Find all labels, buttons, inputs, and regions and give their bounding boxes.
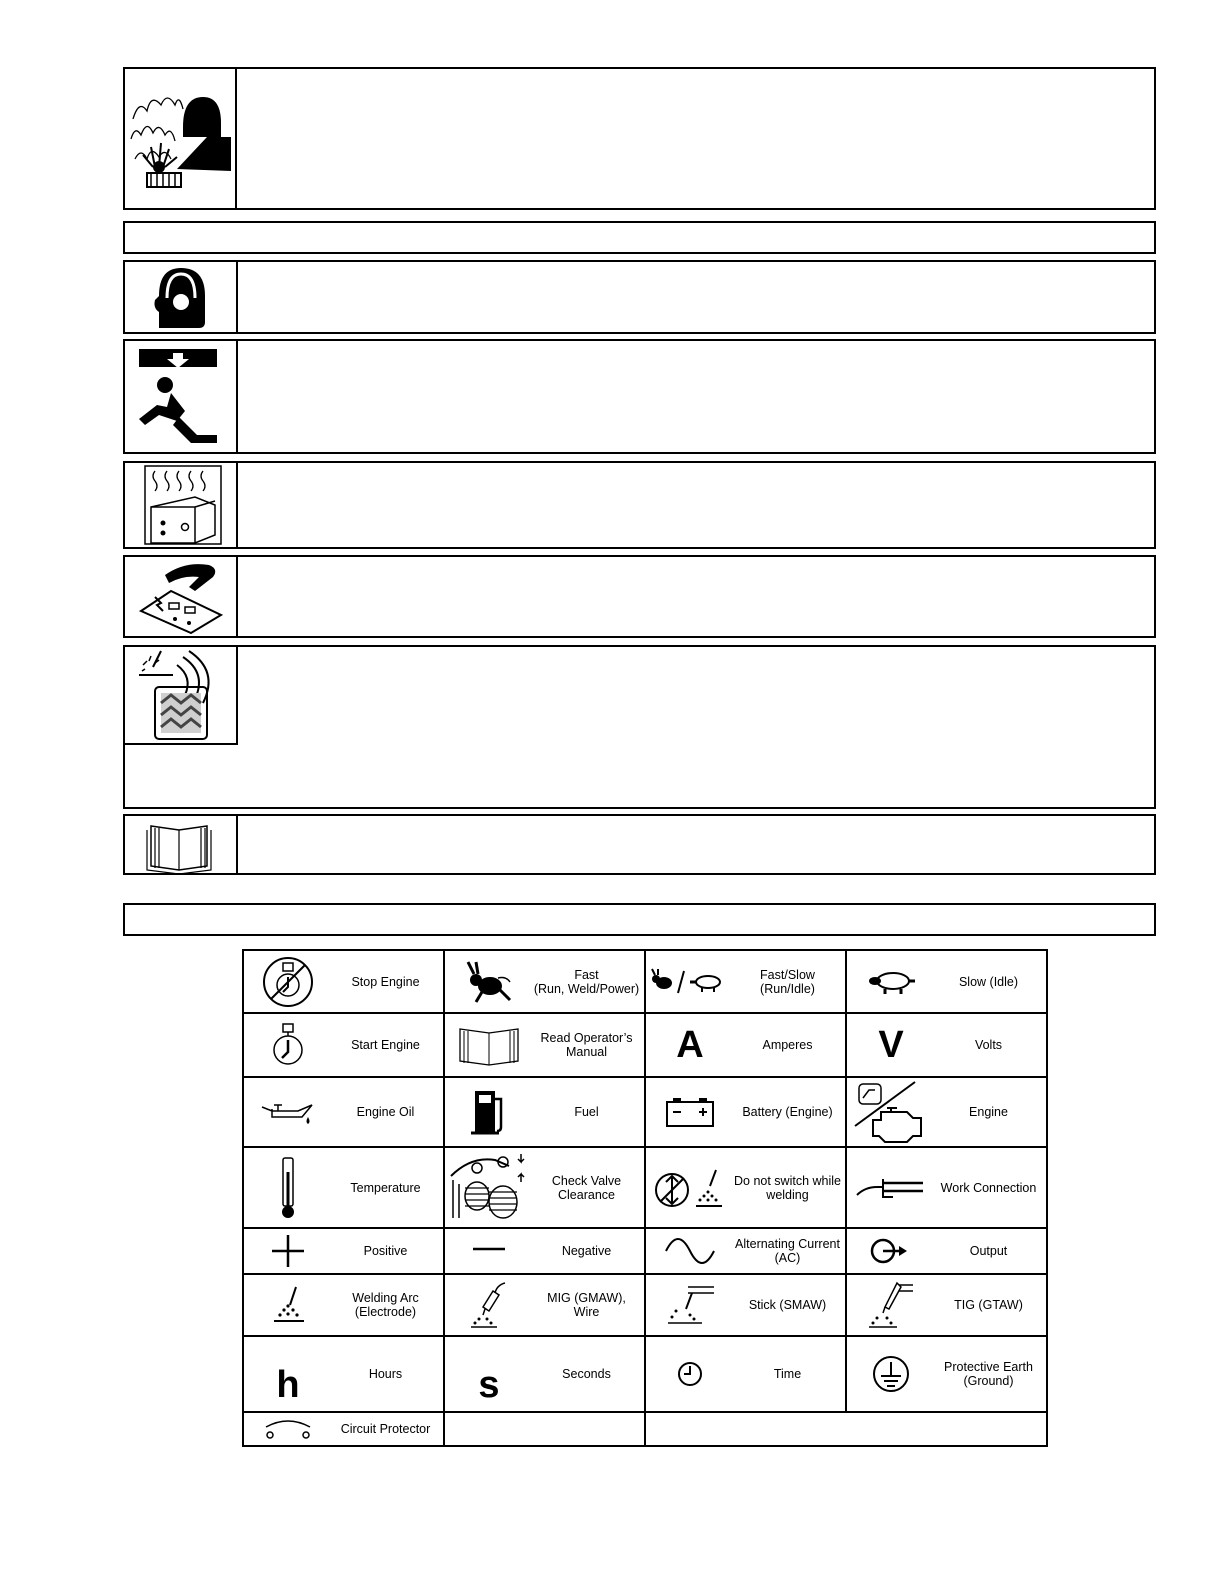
symbol-label: Fast/Slow (Run/Idle) <box>760 967 815 996</box>
circuit-protector-icon <box>244 1417 332 1441</box>
warning-header-bar-2 <box>123 903 1156 936</box>
static-electricity-icon <box>125 557 238 636</box>
plus-icon <box>244 1233 332 1269</box>
hearing-protection-icon <box>125 262 238 332</box>
output-icon <box>847 1235 935 1267</box>
symbol-label: Stick (SMAW) <box>748 1298 827 1312</box>
symbol-cell-read-manual <box>444 1013 645 1077</box>
symbol-label: Slow (Idle) <box>958 974 1019 989</box>
warning-box-read-manual <box>123 814 1156 875</box>
warning-box-static <box>123 555 1156 638</box>
fast-rabbit-icon <box>445 960 533 1004</box>
symbol-label: Alternating Current (AC) <box>735 1237 840 1265</box>
symbol-label: TIG (GTAW) <box>954 1298 1023 1312</box>
warning-box-hearing <box>123 260 1156 334</box>
symbol-label: Seconds <box>562 1367 611 1381</box>
symbol-label: Battery (Engine) <box>742 1105 833 1119</box>
hours-letter: h <box>276 1364 300 1406</box>
symbol-label: Engine Oil <box>356 1105 415 1119</box>
warning-box-fire <box>123 67 1156 210</box>
stick-electrode-icon <box>646 1283 734 1327</box>
symbol-label: Negative <box>561 1244 612 1258</box>
fuel-pump-icon <box>445 1087 533 1137</box>
symbol-cell-amperes <box>645 1013 846 1077</box>
symbol-cell-empty-wide <box>645 1412 1047 1446</box>
symbol-cell-valve-clearance <box>444 1147 645 1228</box>
volts-letter: V <box>878 1024 904 1066</box>
amperes-letter: A <box>676 1024 704 1066</box>
welding-arc-icon <box>244 1285 332 1325</box>
seconds-letter: s <box>478 1364 500 1406</box>
symbol-label: Read Operator’s Manual <box>540 1031 633 1059</box>
symbol-label: Amperes <box>762 1038 813 1052</box>
symbol-cell-mig <box>444 1274 645 1336</box>
symbol-label: Temperature <box>350 1180 421 1195</box>
symbol-label: Welding Arc (Electrode) <box>352 1291 419 1319</box>
symbol-label: Fuel <box>574 1105 599 1119</box>
symbol-cell-fuel <box>444 1077 645 1147</box>
graphic-symbols-table <box>242 949 1048 1447</box>
warning-header-bar-1 <box>123 221 1156 254</box>
protective-earth-icon <box>847 1354 935 1394</box>
symbol-label: Fast (Run, Weld/Power) <box>533 967 640 996</box>
falling-equipment-icon <box>125 341 238 452</box>
symbol-label: Positive <box>363 1244 408 1258</box>
symbol-cell-temperature <box>243 1147 444 1228</box>
symbol-cell-fast-slow <box>645 950 846 1013</box>
warning-box-overheating <box>123 461 1156 549</box>
symbol-cell-engine-oil <box>243 1077 444 1147</box>
overheating-icon <box>125 463 238 547</box>
symbol-cell-engine <box>846 1077 1047 1147</box>
symbol-cell-volts <box>846 1013 1047 1077</box>
symbol-cell-hours <box>243 1336 444 1412</box>
manual-icon <box>445 1023 533 1067</box>
fast-slow-icon <box>646 967 734 997</box>
symbol-cell-empty <box>444 1412 645 1446</box>
stop-engine-icon <box>244 955 332 1009</box>
symbol-cell-stop-engine <box>243 950 444 1013</box>
symbol-cell-start-engine <box>243 1013 444 1077</box>
symbol-cell-battery <box>645 1077 846 1147</box>
thermometer-icon <box>244 1156 332 1220</box>
symbol-label: Time <box>773 1367 802 1381</box>
symbol-label: Stop Engine <box>351 974 420 989</box>
tig-torch-icon <box>847 1281 935 1329</box>
slow-turtle-icon <box>847 967 935 997</box>
symbol-label: Do not switch while welding <box>734 1173 841 1202</box>
symbol-cell-positive <box>243 1228 444 1274</box>
symbol-cell-no-switch <box>645 1147 846 1228</box>
symbol-label: Engine <box>969 1105 1008 1119</box>
symbol-cell-stick <box>645 1274 846 1336</box>
symbol-cell-tig <box>846 1274 1047 1336</box>
start-engine-icon <box>244 1018 332 1072</box>
symbol-cell-ac <box>645 1228 846 1274</box>
symbol-cell-circuit-protector <box>243 1412 444 1446</box>
symbol-cell-slow <box>846 950 1047 1013</box>
symbol-cell-negative <box>444 1228 645 1274</box>
sine-wave-icon <box>646 1236 734 1266</box>
symbol-label: Start Engine <box>351 1038 420 1052</box>
symbol-label: Check Valve Clearance <box>551 1173 622 1202</box>
symbol-label: Volts <box>974 1038 1003 1052</box>
symbol-cell-work-connection <box>846 1147 1047 1228</box>
read-manual-icon <box>125 816 238 873</box>
fire-explosion-icon <box>125 69 237 208</box>
valve-clearance-icon <box>445 1152 533 1224</box>
work-clamp-icon <box>847 1173 935 1203</box>
symbol-label: Output <box>969 1244 1008 1258</box>
arc-radiation-interference-icon <box>125 647 238 745</box>
symbol-label: Work Connection <box>940 1180 1037 1195</box>
symbol-cell-seconds <box>444 1336 645 1412</box>
no-switch-welding-icon <box>646 1166 734 1210</box>
warning-box-falling-equipment <box>123 339 1156 454</box>
engine-oil-icon <box>244 1097 332 1127</box>
clock-icon <box>646 1359 734 1389</box>
mig-gun-icon <box>445 1281 533 1329</box>
symbol-cell-protective-earth <box>846 1336 1047 1412</box>
symbol-cell-fast <box>444 950 645 1013</box>
battery-icon <box>646 1094 734 1130</box>
engine-icon <box>847 1080 935 1144</box>
symbol-cell-welding-arc <box>243 1274 444 1336</box>
warning-box-arc-radiation <box>123 645 1156 809</box>
minus-icon <box>445 1241 533 1261</box>
symbol-label: Hours <box>368 1367 403 1381</box>
symbol-cell-time <box>645 1336 846 1412</box>
symbol-cell-output <box>846 1228 1047 1274</box>
symbol-label: Circuit Protector <box>340 1422 431 1436</box>
symbol-label: MIG (GMAW), Wire <box>547 1291 626 1319</box>
symbol-label: Protective Earth (Ground) <box>944 1360 1033 1388</box>
